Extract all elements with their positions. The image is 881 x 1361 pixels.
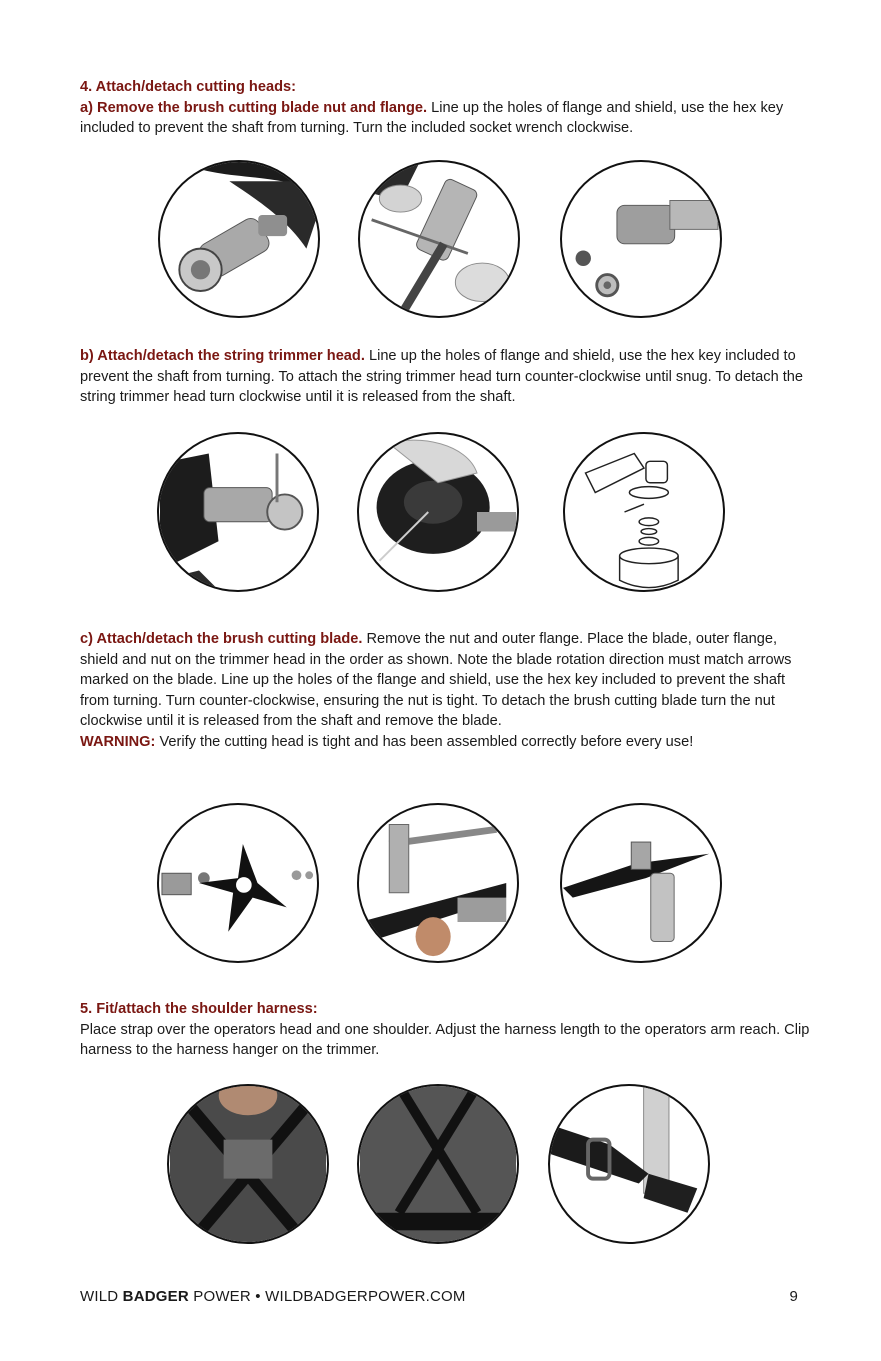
section-5-block — [80, 999, 810, 1061]
footer-brand-post: POWER • WILDBADGERPOWER.COM — [188, 1288, 466, 1305]
figure-a3-removed-parts — [560, 160, 722, 318]
section-4-heading: 4. Attach/detach cutting heads: — [80, 79, 296, 95]
footer-brand-pre: WILD — [80, 1288, 123, 1305]
figure-c2-blade-hex-key — [357, 803, 519, 963]
section-4-block — [80, 77, 810, 139]
figure-c3-blade-assembled — [560, 803, 722, 963]
step-c-text: Remove the nut and outer flange. Place the blade, outer flange, shield and nut on the trimmer head in the order as shown. Note the blade rotation direction must match arrows marked on the blade. Line up the holes of the flange and shield, use the hex key included to prevent the shaft from turning. Turn counter-clockwise, ensuring the nut is tight. To detach the brush cutting blade turn the nut clockwise until it is released from the shaft and remove the blade. — [80, 631, 792, 730]
step-c-block — [80, 629, 810, 753]
footer-brand-bold: BADGER — [122, 1288, 189, 1305]
warning-label: WARNING: — [80, 733, 156, 750]
step-a-text: Line up the holes of flange and shield, use the hex key included to prevent the shaft from turning. Turn the included socket wrench clockwise. — [80, 99, 784, 137]
figure-5a-harness-front — [167, 1084, 329, 1244]
figure-5c-harness-clip — [548, 1084, 710, 1244]
warning-text: Verify the cutting head is tight and has been assembled correctly before every use! — [155, 733, 694, 750]
step-b-text: Line up the holes of flange and shield, use the hex key included to prevent the shaft from turning. To attach the string trimmer head turn counter-clockwise until snug. To detach the string trimmer head turn clockwise until it is released from the shaft. — [80, 348, 804, 406]
figure-a2-socket-wrench — [358, 160, 520, 318]
figure-a1-gearhead-blade-nut — [158, 160, 320, 318]
step-b-block — [80, 346, 810, 408]
figure-c1-blade-parts-order — [157, 803, 319, 963]
figure-b3-string-head-diagram — [563, 432, 725, 592]
figure-b2-string-head — [357, 432, 519, 592]
step-c-label: c) Attach/detach the brush cutting blade. — [80, 631, 363, 647]
figure-5b-harness-back — [357, 1084, 519, 1244]
section-5-text: Place strap over the operators head and one shoulder. Adjust the harness length to the operators arm reach. Clip harness to the harness hanger on the trimmer. — [80, 1021, 810, 1059]
page-number: 9 — [789, 1288, 798, 1305]
step-b-label: b) Attach/detach the string trimmer head. — [80, 348, 365, 364]
figure-b1-shaft-hex-key — [157, 432, 319, 592]
section-5-heading: 5. Fit/attach the shoulder harness: — [80, 1001, 318, 1017]
page-footer — [80, 1288, 810, 1305]
step-a-label: a) Remove the brush cutting blade nut and flange. — [80, 99, 428, 116]
